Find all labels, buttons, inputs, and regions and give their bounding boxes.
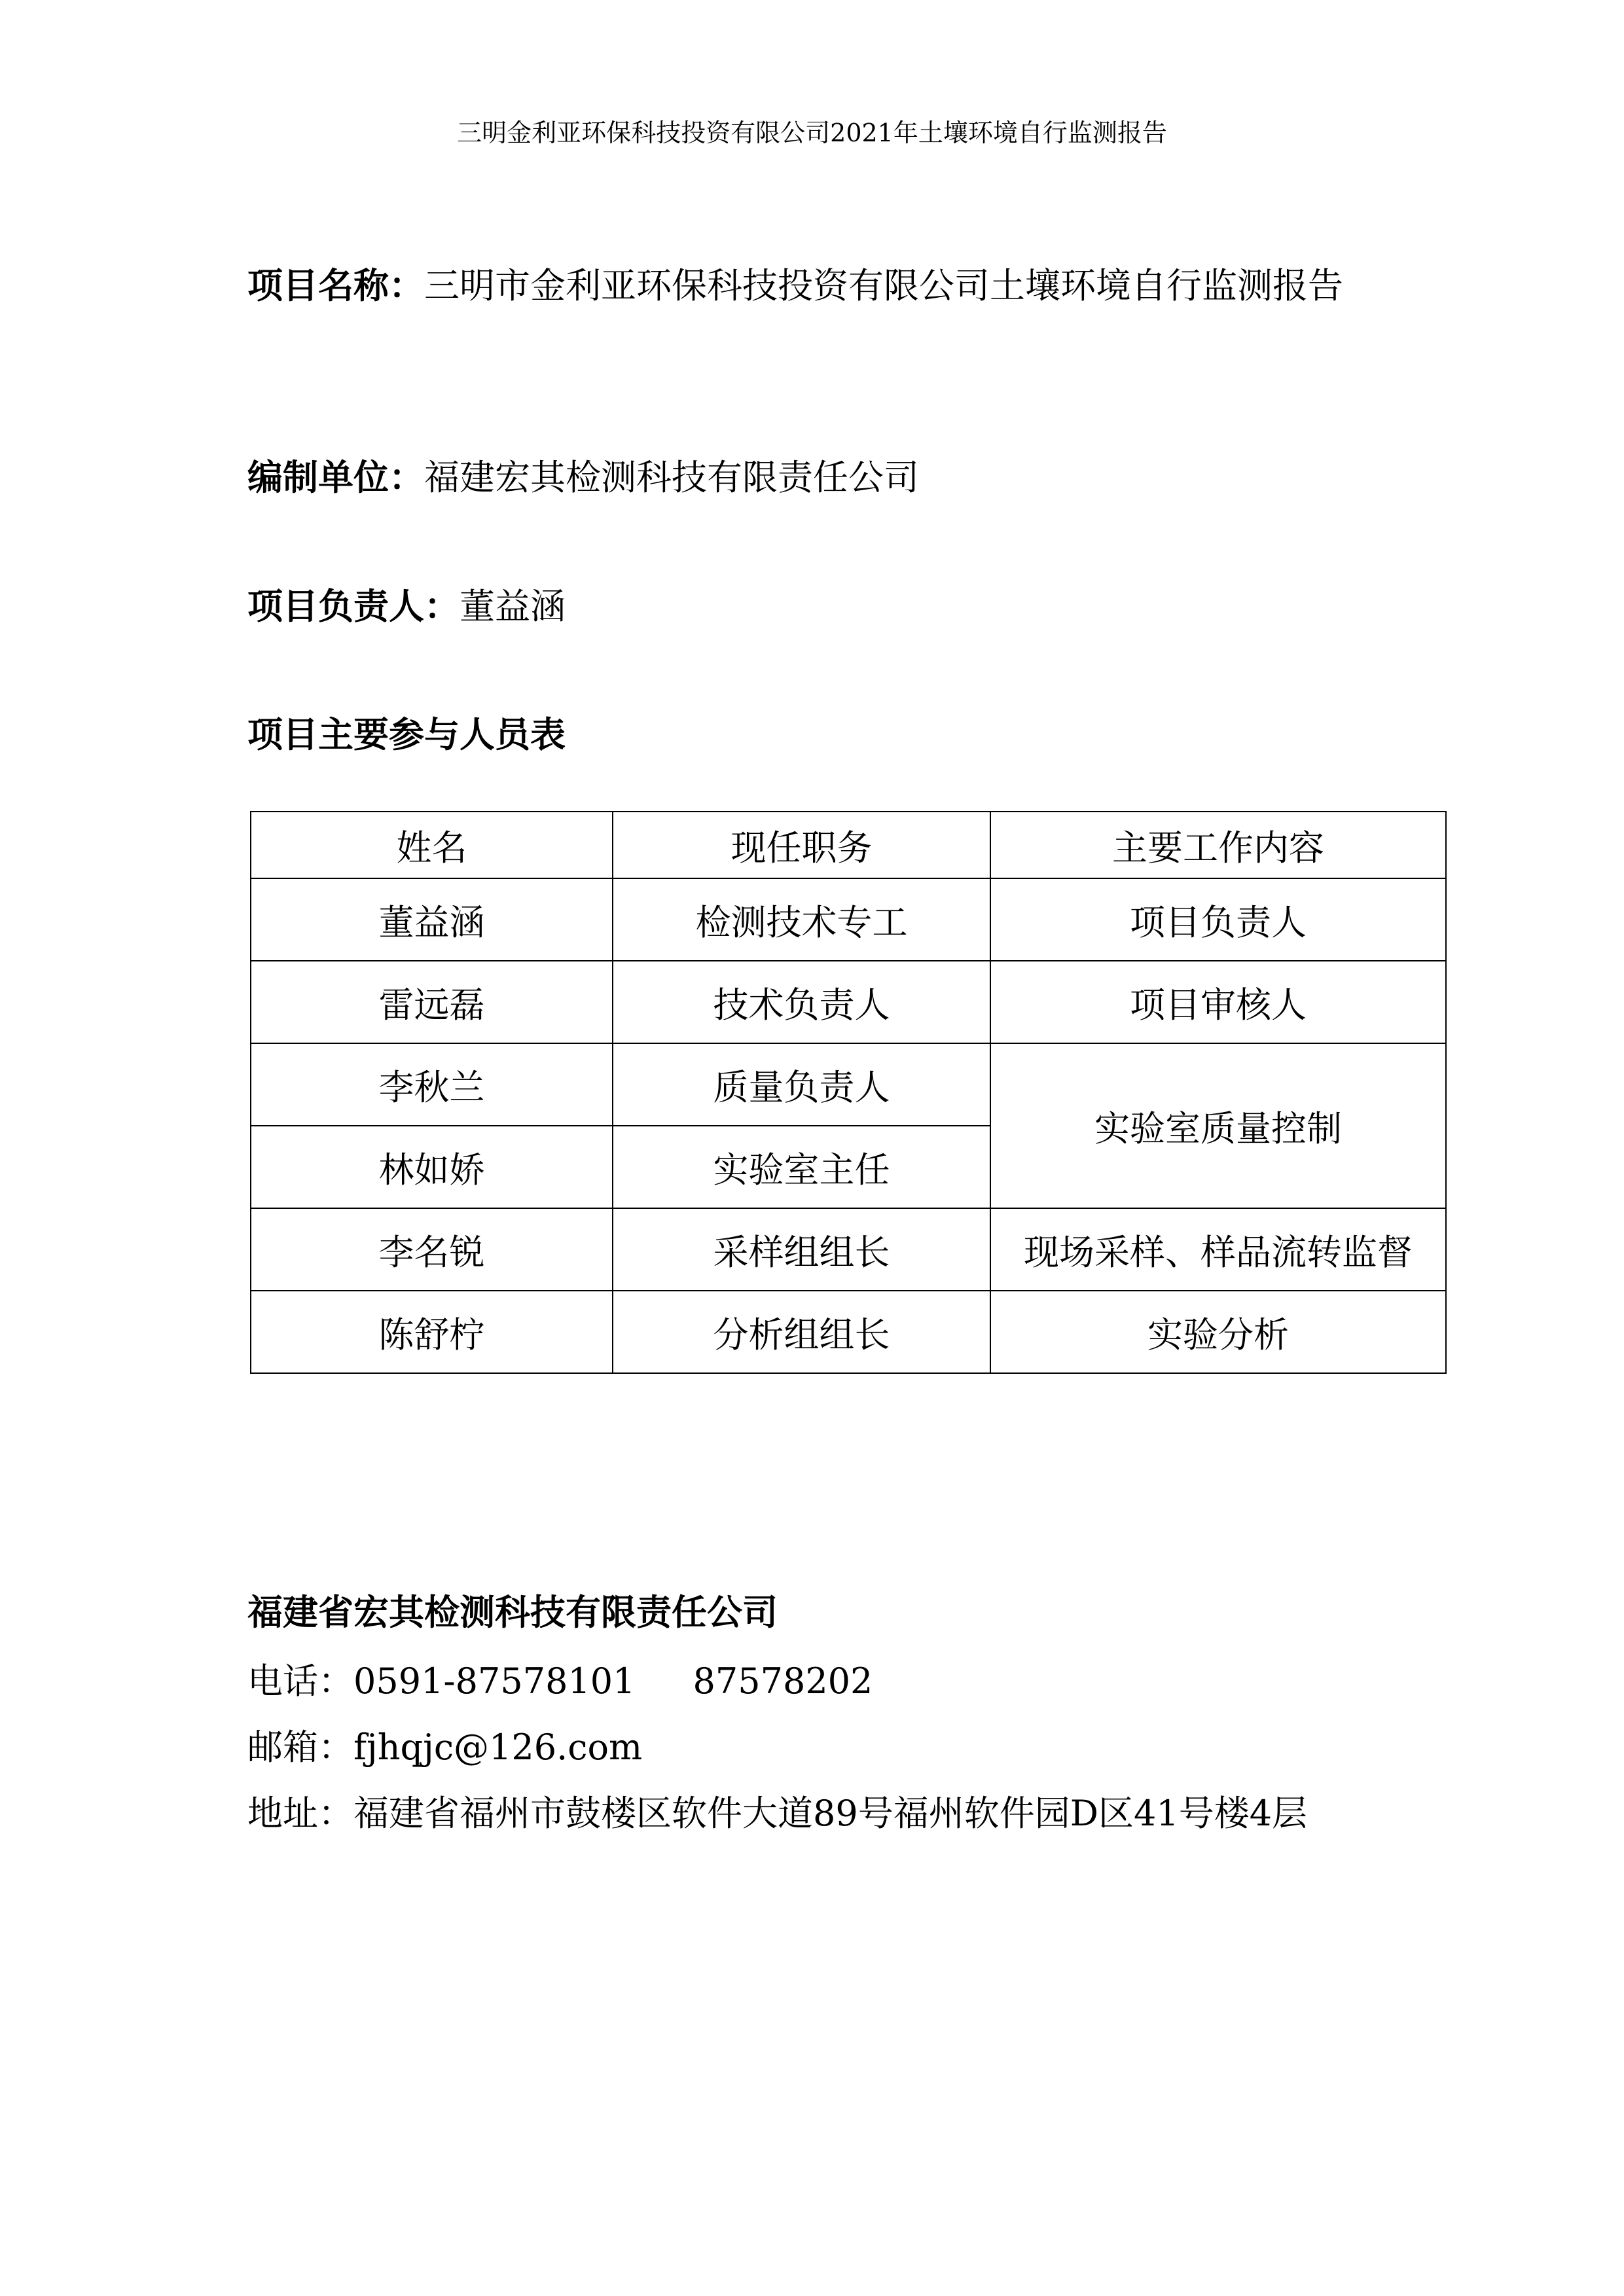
cell-position: 检测技术专工: [613, 878, 990, 961]
email-label: 邮箱：: [247, 1727, 353, 1768]
cell-work: 实验分析: [990, 1291, 1446, 1373]
staff-table: [250, 811, 1447, 1374]
phone-label: 电话：: [247, 1660, 353, 1702]
table-row: [251, 961, 1446, 1043]
address-label: 地址：: [247, 1793, 353, 1834]
table-row: [251, 1291, 1446, 1373]
compiling-org-line: [247, 454, 919, 501]
email-line: [247, 1724, 642, 1771]
cell-position: 采样组组长: [613, 1208, 990, 1291]
cell-name: 李秋兰: [251, 1043, 613, 1126]
project-name-line: [247, 262, 1343, 310]
column-header-name: 姓名: [251, 812, 613, 878]
cell-name: 雷远磊: [251, 961, 613, 1043]
email-address: fjhqjc@126.com: [353, 1727, 643, 1768]
column-header-position: 现任职务: [613, 812, 990, 878]
table-row: [251, 878, 1446, 961]
table-row: [251, 1208, 1446, 1291]
cell-work: 项目负责人: [990, 878, 1446, 961]
cell-name: 林如娇: [251, 1126, 613, 1208]
cell-position: 技术负责人: [613, 961, 990, 1043]
cell-work-merged: 实验室质量控制: [990, 1043, 1446, 1208]
address-line: [247, 1790, 1307, 1837]
project-leader-line: [247, 583, 566, 630]
project-leader-value: 董益涵: [460, 586, 566, 627]
staff-table-title: 项目主要参与人员表: [247, 713, 566, 755]
address-value: 福建省福州市鼓楼区软件大道89号福州软件园D区41号楼4层: [353, 1793, 1308, 1834]
cell-position: 质量负责人: [613, 1043, 990, 1126]
project-leader-label: 项目负责人：: [247, 585, 460, 627]
cell-name: 陈舒柠: [251, 1291, 613, 1373]
table-row: [251, 1043, 1446, 1126]
compiling-org-label: 编制单位：: [247, 456, 424, 498]
footer-company-name: 福建省宏其检测科技有限责任公司: [247, 1591, 778, 1633]
compiling-org-value: 福建宏其检测科技有限责任公司: [424, 457, 919, 498]
column-header-work: 主要工作内容: [990, 812, 1446, 878]
cell-name: 李名锐: [251, 1208, 613, 1291]
phone-line: [247, 1658, 873, 1705]
cell-position: 实验室主任: [613, 1126, 990, 1208]
cell-work: 现场采样、样品流转监督: [990, 1208, 1446, 1291]
cell-work: 项目审核人: [990, 961, 1446, 1043]
phone-number-2: 87578202: [693, 1660, 873, 1702]
table-header-row: [251, 812, 1446, 878]
cell-name: 董益涵: [251, 878, 613, 961]
cell-position: 分析组组长: [613, 1291, 990, 1373]
project-name-label: 项目名称：: [247, 264, 424, 306]
phone-number-1: 0591-87578101: [353, 1660, 636, 1702]
running-header: 三明金利亚环保科技投资有限公司2021年土壤环境自行监测报告: [457, 118, 1167, 147]
project-name-value: 三明市金利亚环保科技投资有限公司土壤环境自行监测报告: [424, 265, 1343, 306]
